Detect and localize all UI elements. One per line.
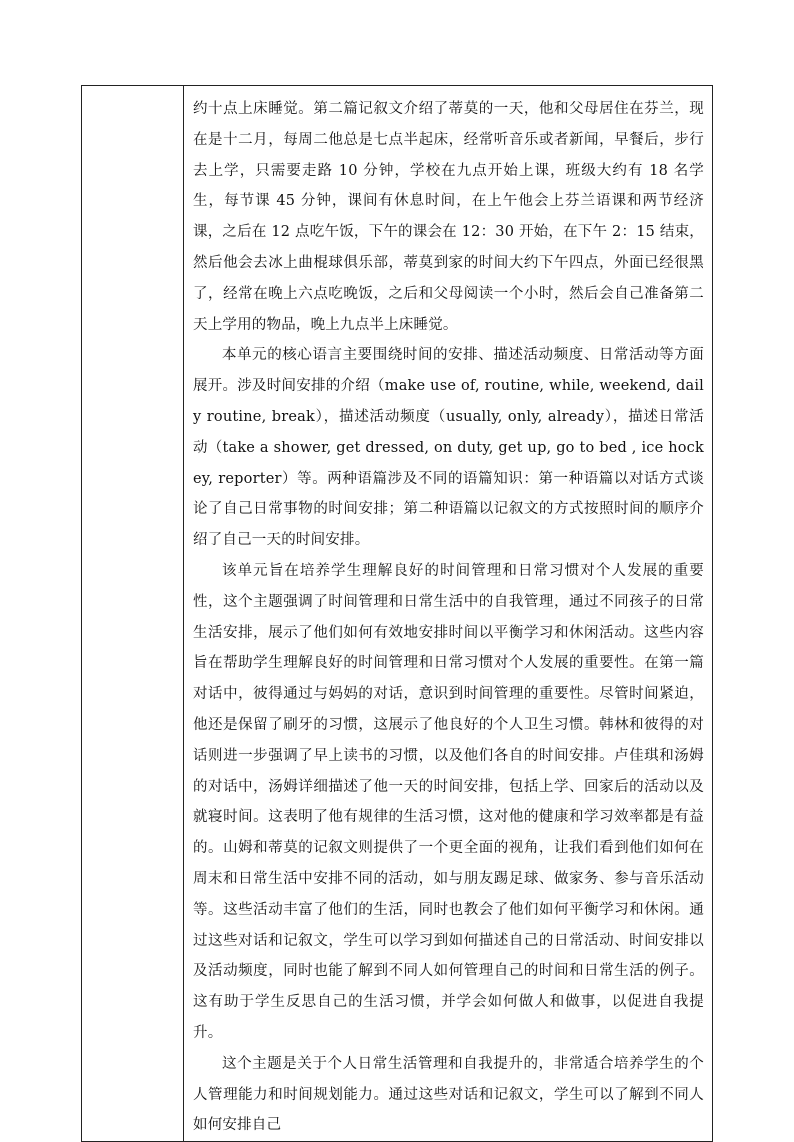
- paragraph-timo-narrative: 约十点上床睡觉。第二篇记叙文介绍了蒂莫的一天，他和父母居住在芬兰，现在是十二月，每周二他总是七点半起床，经常听音乐或者新闻，早餐后，步行去上学，只需要走路 10 分钟，学校在九点开始上课，班级大约有 18 名学生，每节课 45 分钟，课间有休息时间，在上午他会上芬兰语课和两节经济课，之后在 12 点吃午饭，下午的课会在 12：30 开始，在下午 2：15 结束，然后他会去冰上曲棍球俱乐部，蒂莫到家的时间大约下午四点，外面已经很黑了，经常在晚上六点吃晚饭，之后和父母阅读一个小时，然后会自己准备第二天上学用的物品，晚上九点半上床睡觉。: [193, 101, 704, 333]
- paragraph-unit-theme: 该单元旨在培养学生理解良好的时间管理和日常习惯对个人发展的重要性，这个主题强调了时间管理和日常生活中的自我管理，通过不同孩子的日常生活安排，展示了他们如何有效地安排时间以平衡学习和休闲活动。这些内容旨在帮助学生理解良好的时间管理和日常习惯对个人发展的重要性。在第一篇对话中，彼得通过与妈妈的对话，意识到时间管理的重要性。尽管时间紧迫，他还是保留了刷牙的习惯，这展示了他良好的个人卫生习惯。韩林和彼得的对话则进一步强调了早上读书的习惯，以及他们各自的时间安排。卢佳琪和汤姆的对话中，汤姆详细描述了他一天的时间安排，包括上学、回家后的活动以及就寝时间。这表明了他有规律的生活习惯，这对他的健康和学习效率都是有益的。山姆和蒂莫的记叙文则提供了一个更全面的视角，让我们看到他们如何在周末和日常生活中安排不同的活动，如与朋友踢足球、做家务、参与音乐活动等。这些活动丰富了他们的生活，同时也教会了他们如何平衡学习和休闲。通过这些对话和记叙文，学生可以学习到如何描述自己的日常活动、时间安排以及活动频度，同时也能了解到不同人如何管理自己的时间和日常生活的例子。这有助于学生反思自己的生活习惯，并学会如何做人和做事，以促进自我提升。: [193, 562, 704, 1041]
- cell-content: [184, 86, 712, 1141]
- paragraph-core-language: 本单元的核心语言主要围绕时间的安排、描述活动频度、日常活动等方面展开。涉及时间安排的介绍（make use of, routine, while, weekend, daily routine, break），描述活动频度（usually, only, already），描述日常活动（take a shower, get dressed, on duty, get up, go to bed , ice hockey, reporter）等。两种语篇涉及不同的语篇知识：第一种语篇以对话方式谈论了自己日常事物的时间安排；第二种语篇以记叙文的方式按照时间的顺序介绍了自己一天的时间安排。: [193, 347, 704, 549]
- table-row: [82, 86, 713, 1142]
- label-cell: [82, 86, 184, 1142]
- paragraph-self-management: 这个主题是关于个人日常生活管理和自我提升的，非常适合培养学生的个人管理能力和时间规划能力。通过这些对话和记叙文，学生可以了解到不同人如何安排自己: [193, 1055, 704, 1134]
- content-cell: [184, 86, 713, 1142]
- content-table: [81, 85, 713, 1142]
